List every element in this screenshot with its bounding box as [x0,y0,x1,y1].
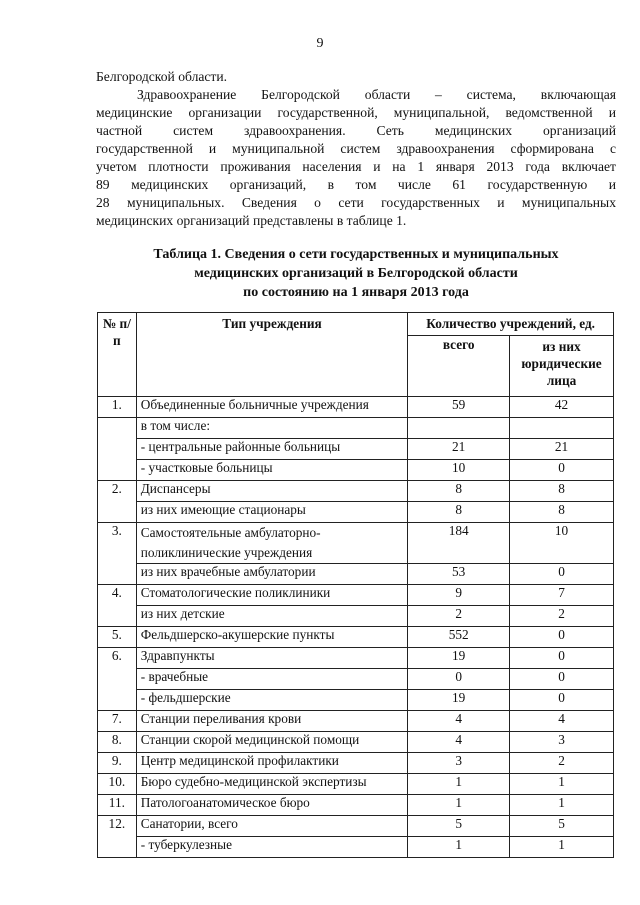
row-total: 53 [408,564,510,585]
row-num: 12. [98,816,137,837]
table-row [98,816,614,837]
row-type: - врачебные [136,669,408,690]
table-row [98,711,614,732]
caption-line: Таблица 1. Сведения о сети государственных и муниципальных [153,247,559,262]
header-count: Количество учреждений, ед. [408,313,614,336]
paragraph-line: медицинские организации государственной, муниципальной, ведомственной и [96,105,616,120]
row-legal: 4 [510,711,614,732]
row-total: 2 [408,606,510,627]
row-legal: 8 [510,502,614,523]
table-row [98,648,614,669]
row-num [98,606,137,627]
intro-paragraph [96,68,616,230]
row-total: 19 [408,648,510,669]
row-total: 8 [408,481,510,502]
row-num: 5. [98,627,137,648]
table-row [98,564,614,585]
table-row [98,502,614,523]
row-legal: 21 [510,439,614,460]
row-num: 6. [98,648,137,669]
paragraph-line: 89 медицинских организаций, в том числе 61 государственную и [96,177,616,192]
row-num: 8. [98,732,137,753]
paragraph-line: Белгородской области. [96,69,228,84]
row-num [98,690,137,711]
row-legal: 2 [510,606,614,627]
table-row [98,439,614,460]
row-total: 59 [408,397,510,418]
row-type: из них врачебные амбулатории [136,564,408,585]
row-legal: 7 [510,585,614,606]
row-legal: 3 [510,732,614,753]
header-num: № п/п [98,313,137,397]
row-num [98,460,137,481]
row-type: Самостоятельные амбулаторно-поликлинические учреждения [136,523,408,564]
row-num [98,502,137,523]
table-row [98,460,614,481]
row-total: 1 [408,774,510,795]
row-total: 10 [408,460,510,481]
row-type: - участковые больницы [136,460,408,481]
caption-line: медицинских организаций в Белгородской области [194,266,518,281]
row-total: 552 [408,627,510,648]
paragraph-line: медицинских организаций представлены в таблице 1. [96,213,407,228]
row-num [98,439,137,460]
medical-organizations-table [97,312,614,858]
row-type: - фельдшерские [136,690,408,711]
row-total: 0 [408,669,510,690]
row-type: Объединенные больничные учреждения [136,397,408,418]
table-row [98,795,614,816]
row-type: Патологоанатомическое бюро [136,795,408,816]
row-type: Станции переливания крови [136,711,408,732]
row-legal: 1 [510,837,614,858]
row-type: Диспансеры [136,481,408,502]
header-type: Тип учреждения [136,313,408,397]
row-legal: 5 [510,816,614,837]
row-type: Стоматологические поликлиники [136,585,408,606]
table-row [98,753,614,774]
row-num: 11. [98,795,137,816]
row-num: 7. [98,711,137,732]
table-row [98,585,614,606]
row-num: 2. [98,481,137,502]
table-row [98,732,614,753]
table-caption [96,245,616,302]
row-legal [510,418,614,439]
header-legal: из них юридические лица [510,336,614,397]
table-row [98,523,614,564]
row-total: 19 [408,690,510,711]
paragraph-line: частной систем здравоохранения. Сеть медицинских организаций [96,123,616,138]
row-type: из них имеющие стационары [136,502,408,523]
table-row [98,690,614,711]
row-type: Бюро судебно-медицинской экспертизы [136,774,408,795]
table-row [98,774,614,795]
row-legal: 1 [510,774,614,795]
paragraph-line: государственной и муниципальной систем здравоохранения сформирована с [96,141,616,156]
row-num: 1. [98,397,137,418]
row-num: 4. [98,585,137,606]
row-legal: 0 [510,648,614,669]
row-num [98,418,137,439]
row-total: 4 [408,732,510,753]
row-total: 1 [408,795,510,816]
row-type: - центральные районные больницы [136,439,408,460]
table-row [98,627,614,648]
row-num [98,564,137,585]
row-legal: 1 [510,795,614,816]
row-total: 8 [408,502,510,523]
row-total [408,418,510,439]
row-type: Центр медицинской профилактики [136,753,408,774]
row-legal: 0 [510,669,614,690]
row-type: - туберкулезные [136,837,408,858]
row-total: 9 [408,585,510,606]
row-legal: 2 [510,753,614,774]
row-type: из них детские [136,606,408,627]
page-number: 9 [316,36,324,51]
row-total: 21 [408,439,510,460]
row-type: Здравпункты [136,648,408,669]
row-num [98,669,137,690]
row-type: в том числе: [136,418,408,439]
row-num: 3. [98,523,137,564]
row-type: Санатории, всего [136,816,408,837]
table-row [98,418,614,439]
row-total: 1 [408,837,510,858]
table-row [98,481,614,502]
row-legal: 8 [510,481,614,502]
paragraph-line: 28 муниципальных. Сведения о сети государственных и муниципальных [96,195,616,210]
row-legal: 42 [510,397,614,418]
header-total: всего [408,336,510,397]
row-num [98,837,137,858]
paragraph-line: учетом плотности проживания населения и на 1 января 2013 года включает [96,159,616,174]
table-row [98,606,614,627]
row-total: 5 [408,816,510,837]
row-num: 9. [98,753,137,774]
paragraph-line: Здравоохранение Белгородской области – система, включающая [137,87,616,102]
row-legal: 0 [510,460,614,481]
row-legal: 0 [510,564,614,585]
row-type: Станции скорой медицинской помощи [136,732,408,753]
row-total: 4 [408,711,510,732]
table-row [98,397,614,418]
row-total: 184 [408,523,510,564]
row-legal: 10 [510,523,614,564]
table-row [98,837,614,858]
row-type: Фельдшерско-акушерские пункты [136,627,408,648]
row-num: 10. [98,774,137,795]
table-row [98,669,614,690]
row-legal: 0 [510,627,614,648]
caption-line: по состоянию на 1 января 2013 года [243,285,469,300]
row-legal: 0 [510,690,614,711]
row-total: 3 [408,753,510,774]
